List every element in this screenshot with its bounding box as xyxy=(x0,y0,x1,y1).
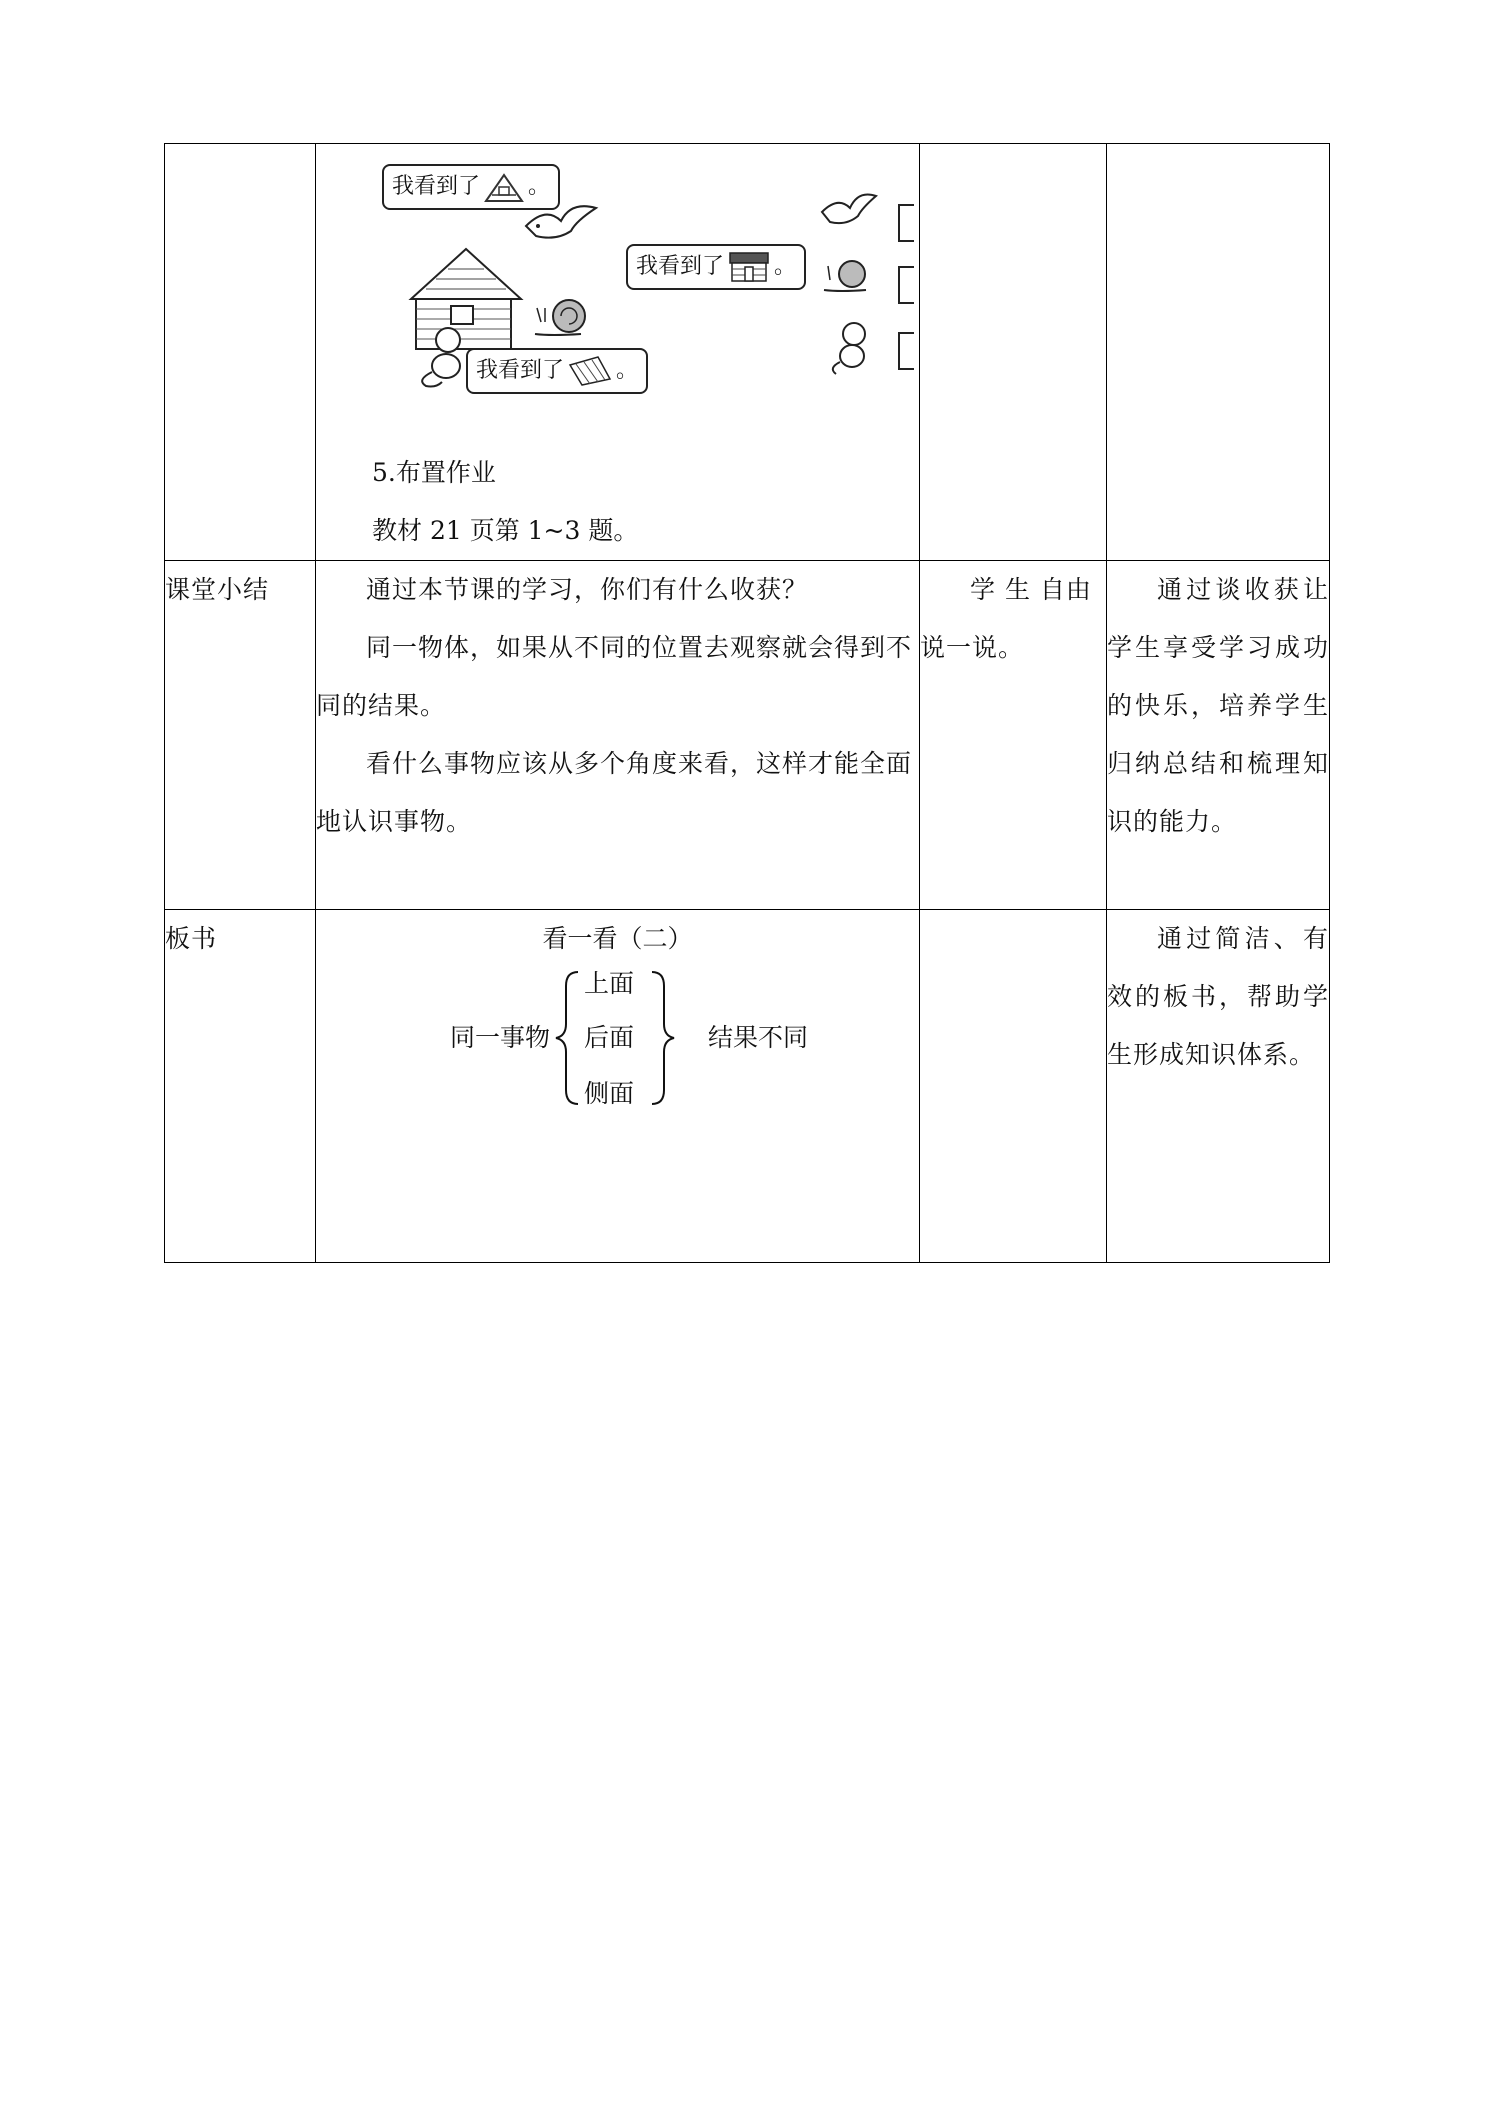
design-intent-board xyxy=(1107,910,1330,1263)
activity-cell xyxy=(316,144,920,561)
board-view-side: 侧面 xyxy=(584,1079,635,1108)
student-cell-empty xyxy=(920,910,1107,1263)
bird-icon-small xyxy=(816,186,880,230)
snail-icon xyxy=(531,292,591,342)
board-view-top: 上面 xyxy=(584,969,635,998)
homework-text: 教材 21 页第 1~3 题。 xyxy=(372,516,639,545)
bubble-text: 我看到了 xyxy=(392,174,481,199)
observation-scene xyxy=(316,144,916,444)
answer-box xyxy=(898,332,914,370)
bubble-text: 我看到了 xyxy=(476,358,565,383)
student-activity xyxy=(920,561,1107,910)
snail-icon-small xyxy=(822,254,872,296)
student-cell-empty xyxy=(920,144,1107,561)
speech-bubble-monkey xyxy=(466,348,648,394)
board-result: 结果不同 xyxy=(708,1023,809,1052)
lesson-plan-table xyxy=(164,143,1330,1263)
student-activity-text: 学 生 自由说一说。 xyxy=(920,575,1092,662)
monkey-icon-small xyxy=(826,318,876,376)
design-intent-text: 通过谈收获让学生享受学习成功的快乐，培养学生归纳总结和梳理知识的能力。 xyxy=(1107,575,1329,836)
summary-point-1: 同一物体，如果从不同的位置去观察就会得到不同的结果。 xyxy=(316,633,913,720)
summary-content xyxy=(316,561,920,910)
right-brace-icon xyxy=(648,968,678,1108)
row-label-summary: 课堂小结 xyxy=(165,561,316,910)
label-cell-empty xyxy=(165,144,316,561)
roof-side-icon xyxy=(568,355,612,387)
house-back-icon xyxy=(728,251,770,283)
design-intent-summary xyxy=(1107,561,1330,910)
summary-point-2: 看什么事物应该从多个角度来看，这样才能全面地认识事物。 xyxy=(316,749,913,836)
bubble-text: 我看到了 xyxy=(636,254,725,279)
bubble-end: 。 xyxy=(774,254,797,279)
step-title: 5.布置作业 xyxy=(372,458,496,487)
bird-icon xyxy=(516,196,606,246)
left-brace-icon xyxy=(552,968,582,1108)
board-content xyxy=(316,910,920,1263)
bubble-end: 。 xyxy=(528,174,551,199)
table-row-summary xyxy=(165,561,1330,910)
board-diagram xyxy=(316,968,919,1148)
monkey-icon xyxy=(412,322,472,390)
design-intent-text: 通过简洁、有效的板书，帮助学生形成知识体系。 xyxy=(1107,924,1329,1069)
table-row-activity xyxy=(165,144,1330,561)
speech-bubble-snail xyxy=(626,244,806,290)
board-subject: 同一事物 xyxy=(450,1023,551,1052)
summary-question: 通过本节课的学习，你们有什么收获？ xyxy=(366,575,809,604)
board-view-back: 后面 xyxy=(584,1023,635,1052)
board-title: 看一看（二） xyxy=(542,924,693,953)
answer-box xyxy=(898,266,914,304)
intent-cell-empty xyxy=(1107,144,1330,561)
table-row-board xyxy=(165,910,1330,1263)
row-label-board: 板书 xyxy=(165,910,316,1263)
answer-box xyxy=(898,204,914,242)
bubble-end: 。 xyxy=(616,358,639,383)
